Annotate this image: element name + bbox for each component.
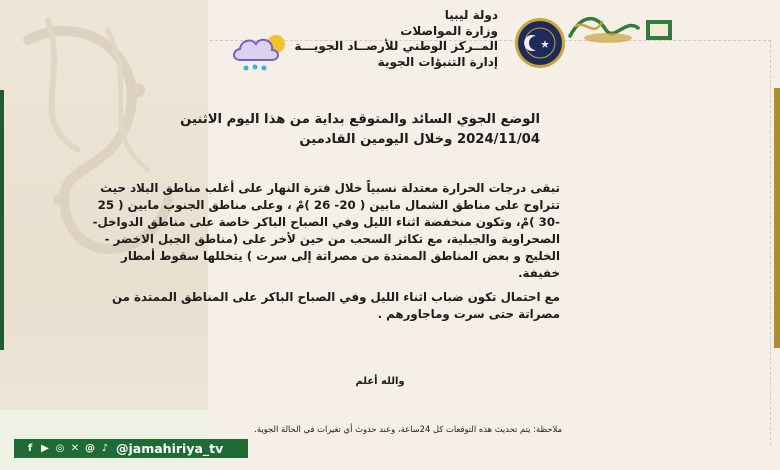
forecast-body <box>82 180 560 330</box>
header-line-ministry: وزارة المواصلات <box>400 23 498 38</box>
forecast-paragraph-temperature: تبقى درجات الحرارة معتدلة نسبياً خلال فترة النهار على أغلب مناطق البلاد حيث تتراوح على مناطق الشمال مابين ( 20- 26 )مْ ، وعلى مناطق الجنوب مابين ( 25 -30 )مْ، وتكون منخفضة اثناء الليل وفي الصباح الباكر خاصة على مناطق الدواخل- الصحراوية والجبلية، مع تكاثر السحب من حين لأخر على (مناطق الجبل الاخضر - الخليج و بعض المناطق الممتدة من مصراتة إلى سرت ) يتخللها سقوط أمطار خفيفة. <box>92 181 560 280</box>
social-media-bar <box>14 439 248 458</box>
closing-phrase: والله أعلم <box>355 376 405 387</box>
ministry-emblem <box>514 17 566 69</box>
weather-cloud-icon <box>230 30 288 74</box>
instagram-icon[interactable]: ◎ <box>55 443 65 454</box>
agency-header <box>294 8 498 70</box>
forecast-paragraph-fog: مع احتمال تكون ضباب اثناء الليل وفي الصباح الباكر على المناطق الممتدة من مصراتة حتى سرت وماجاورهم . <box>112 290 560 321</box>
header-line-center: المــركز الوطني للأرصــاد الجويـــة <box>294 39 498 53</box>
header-line-country: دولة ليبيا <box>444 8 498 22</box>
right-accent-bar <box>774 88 780 348</box>
left-accent-bar <box>0 90 4 350</box>
facebook-icon[interactable]: f <box>27 443 33 454</box>
meteorological-logo <box>566 8 678 46</box>
title-line-2: 2024/11/04 وخلال اليومين القادمين <box>299 132 540 147</box>
tiktok-icon[interactable]: ♪ <box>101 443 109 454</box>
social-handle[interactable]: @jamahiriya_tv <box>116 441 224 456</box>
header-line-department: إدارة التنبؤات الجوية <box>377 54 498 69</box>
bulletin-title <box>180 110 540 150</box>
x-icon[interactable]: ✕ <box>70 443 80 454</box>
youtube-icon[interactable]: ▶ <box>41 443 49 454</box>
title-line-1: الوضع الجوي السائد والمتوقع بداية من هذا اليوم الاثنين <box>180 112 540 127</box>
update-note: ملاحظة: يتم تحديث هذه التوقعات كل 24ساعة، وعند حدوث أي تغيرات في الحالة الجوية. <box>254 424 562 434</box>
threads-icon[interactable]: @ <box>85 443 95 454</box>
